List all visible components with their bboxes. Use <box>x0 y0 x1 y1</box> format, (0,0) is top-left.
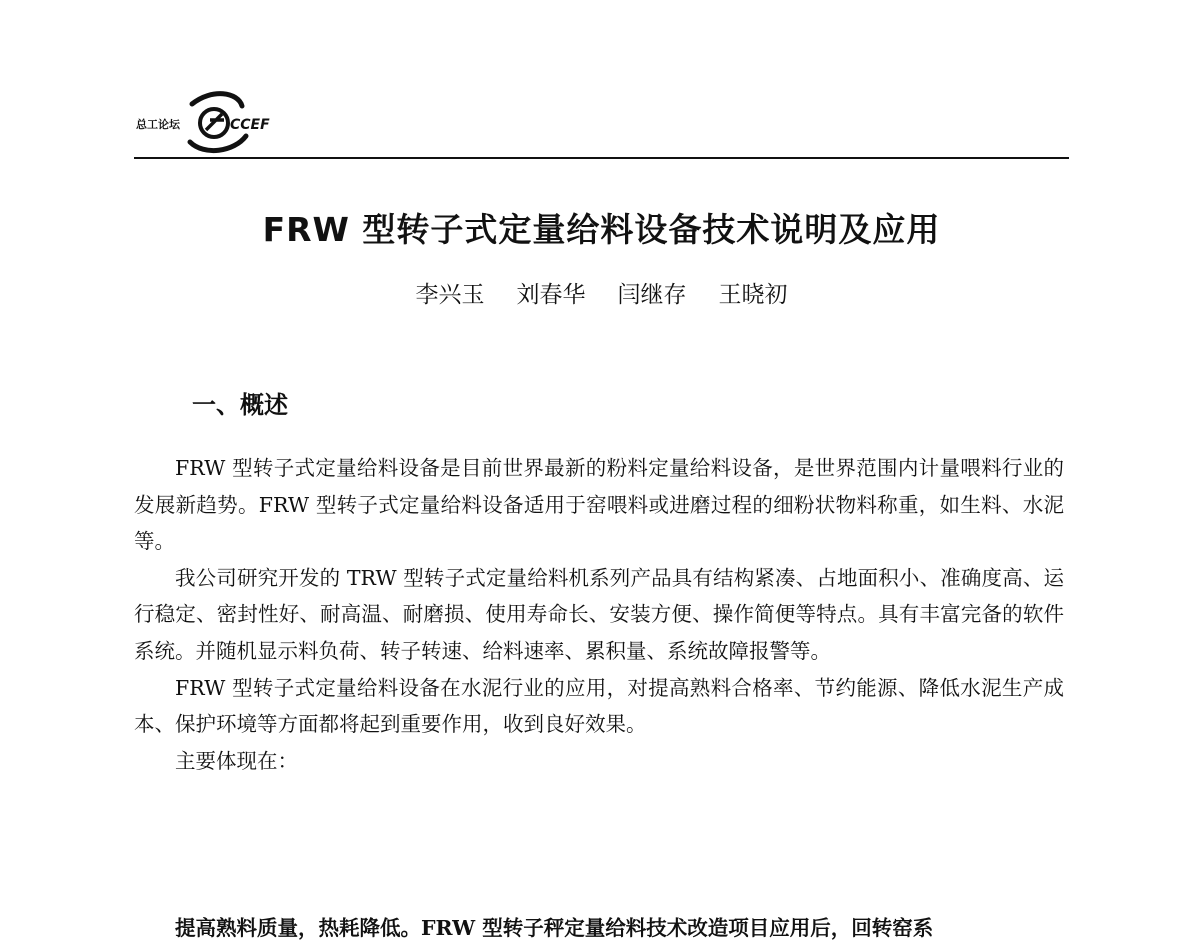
author-name: 闫继存 <box>617 282 687 308</box>
paragraph: FRW 型转子式定量给料设备在水泥行业的应用，对提高熟料合格率、节约能源、降低水泥生产成本、保护环境等方面都将起到重要作用，收到良好效果。 <box>134 675 1064 737</box>
author-name: 刘春华 <box>516 282 586 308</box>
body-text <box>134 450 1064 779</box>
paragraph: 我公司研究开发的 TRW 型转子式定量给料机系列产品具有结构紧凑、占地面积小、准确度高、运行稳定、密封性好、耐高温、耐磨损、使用寿命长、安装方便、操作简便等特点。具有丰富完备的软件系统。并随机显示料负荷、转子转速、给料速率、累积量、系统故障报警等。 <box>134 565 1064 663</box>
page-header <box>134 90 1069 162</box>
logo-chinese-text: 总工论坛 <box>136 118 180 131</box>
author-name: 王晓初 <box>718 282 788 308</box>
logo-ccef-text: CCEF <box>230 117 270 133</box>
document-title: FRW 型转子式定量给料设备技术说明及应用 <box>262 210 941 249</box>
header-rule <box>134 157 1069 159</box>
cutoff-line: 提高熟料质量，热耗降低。FRW 型转子秤定量给料技术改造项目应用后，回转窑系 <box>175 916 934 940</box>
ccef-logo <box>134 90 284 154</box>
author-name: 李兴玉 <box>415 282 485 308</box>
paragraph: FRW 型转子式定量给料设备是目前世界最新的粉料定量给料设备，是世界范围内计量喂料行业的发展新趋势。FRW 型转子式定量给料设备适用于窑喂料或进磨过程的细粉状物料称重，如生料、水泥等。 <box>134 456 1064 554</box>
paragraph: 主要体现在： <box>175 748 298 773</box>
author-list <box>134 278 1069 312</box>
section-heading: 一、概述 <box>192 391 288 419</box>
